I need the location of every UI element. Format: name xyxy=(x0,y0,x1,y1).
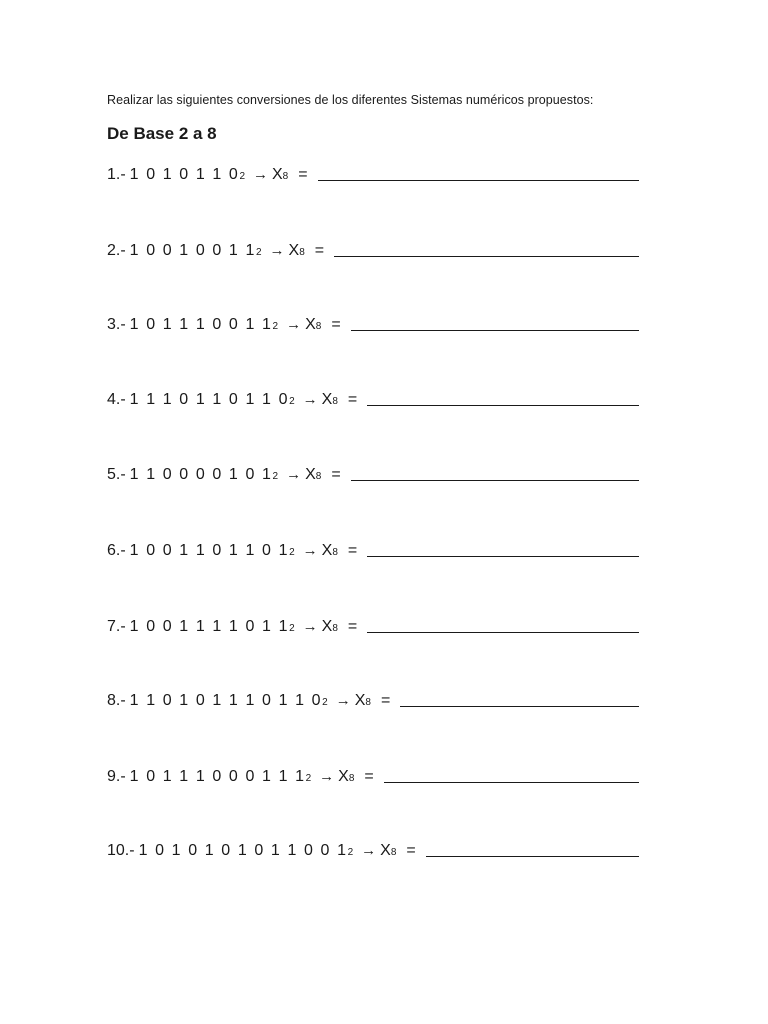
exercise-number: 5.- xyxy=(107,466,126,483)
arrow-icon: → xyxy=(361,842,377,859)
equals-sign: = xyxy=(380,692,391,709)
target-variable: X xyxy=(380,842,391,859)
exercise-number: 8.- xyxy=(107,692,126,709)
exercise-row: 4.- 1 1 1 0 1 1 0 1 1 0 2 → X 8 = xyxy=(107,389,639,413)
answer-blank[interactable] xyxy=(367,391,639,406)
exercise-number: 2.- xyxy=(107,242,126,259)
answer-blank[interactable] xyxy=(426,842,639,857)
arrow-icon: → xyxy=(253,166,268,183)
equals-sign: = xyxy=(347,618,358,635)
arrow-icon: → xyxy=(302,618,318,635)
answer-blank[interactable] xyxy=(318,166,639,181)
exercise-number: 10.- xyxy=(107,842,135,859)
binary-value: 1 0 0 1 1 0 1 1 0 1 xyxy=(129,542,290,559)
answer-blank[interactable] xyxy=(384,768,639,783)
arrow-icon: → xyxy=(286,316,302,333)
binary-value: 1 1 1 0 1 1 0 1 1 0 xyxy=(129,391,290,408)
arrow-icon: → xyxy=(302,391,318,408)
equals-sign: = xyxy=(347,391,358,408)
target-variable: X xyxy=(305,466,316,483)
exercise-row: 8.- 1 1 0 1 0 1 1 1 0 1 1 0 2 → X 8 = xyxy=(107,690,639,714)
binary-value: 1 0 1 1 1 0 0 1 1 xyxy=(129,316,273,333)
exercise-row: 6.- 1 0 0 1 1 0 1 1 0 1 2 → X 8 = xyxy=(107,540,639,564)
exercise-row: 2.- 1 0 0 1 0 0 1 1 2 → X 8 = xyxy=(107,240,639,264)
exercise-row: 1.- 1 0 1 0 1 1 0 2 → X 8 = xyxy=(107,164,639,188)
equals-sign: = xyxy=(347,542,358,559)
equals-sign: = xyxy=(331,316,341,333)
equals-sign: = xyxy=(406,842,416,859)
binary-value: 1 1 0 0 0 0 1 0 1 xyxy=(129,466,273,483)
target-variable: X xyxy=(272,166,283,183)
answer-blank[interactable] xyxy=(367,542,639,557)
binary-value: 1 0 1 0 1 0 1 0 1 1 0 0 1 xyxy=(138,842,348,859)
equals-sign: = xyxy=(331,466,341,483)
exercise-row: 7.- 1 0 0 1 1 1 1 0 1 1 2 → X 8 = xyxy=(107,616,639,640)
target-variable: X xyxy=(305,316,316,333)
exercise-row: 3.- 1 0 1 1 1 0 0 1 1 2 → X 8 = xyxy=(107,314,639,338)
binary-value: 1 0 1 0 1 1 0 xyxy=(129,166,240,183)
target-variable: X xyxy=(338,768,349,785)
target-variable: X xyxy=(354,692,366,709)
exercise-number: 1.- xyxy=(107,166,126,183)
equals-sign: = xyxy=(364,768,374,785)
exercise-row: 5.- 1 1 0 0 0 0 1 0 1 2 → X 8 = xyxy=(107,464,639,488)
target-variable: X xyxy=(321,618,333,635)
arrow-icon: → xyxy=(286,466,302,483)
arrow-icon: → xyxy=(319,768,335,785)
binary-value: 1 1 0 1 0 1 1 1 0 1 1 0 xyxy=(129,692,323,709)
answer-blank[interactable] xyxy=(400,692,639,707)
exercise-row: 9.- 1 0 1 1 1 0 0 0 1 1 1 2 → X 8 = xyxy=(107,766,639,790)
exercise-number: 7.- xyxy=(107,618,126,635)
arrow-icon: → xyxy=(335,692,351,709)
exercise-number: 6.- xyxy=(107,542,126,559)
target-variable: X xyxy=(321,391,333,408)
binary-value: 1 0 0 1 0 0 1 1 xyxy=(129,242,256,259)
answer-blank[interactable] xyxy=(351,466,639,481)
answer-blank[interactable] xyxy=(334,242,639,257)
exercise-row: 10.- 1 0 1 0 1 0 1 0 1 1 0 0 1 2 → X 8 = xyxy=(107,840,639,864)
arrow-icon: → xyxy=(269,242,285,259)
answer-blank[interactable] xyxy=(367,618,639,633)
exercise-number: 4.- xyxy=(107,391,126,408)
target-variable: X xyxy=(288,242,300,259)
binary-value: 1 0 0 1 1 1 1 0 1 1 xyxy=(129,618,290,635)
binary-value: 1 0 1 1 1 0 0 0 1 1 1 xyxy=(129,768,306,785)
equals-sign: = xyxy=(314,242,325,259)
section-heading: De Base 2 a 8 xyxy=(107,124,217,143)
instructions-text: Realizar las siguientes conversiones de los diferentes Sistemas numéricos propuestos: xyxy=(107,93,594,107)
arrow-icon: → xyxy=(302,542,318,559)
exercise-number: 9.- xyxy=(107,768,126,785)
answer-blank[interactable] xyxy=(351,316,639,331)
target-variable: X xyxy=(321,542,333,559)
equals-sign: = xyxy=(298,166,308,183)
exercise-number: 3.- xyxy=(107,316,126,333)
